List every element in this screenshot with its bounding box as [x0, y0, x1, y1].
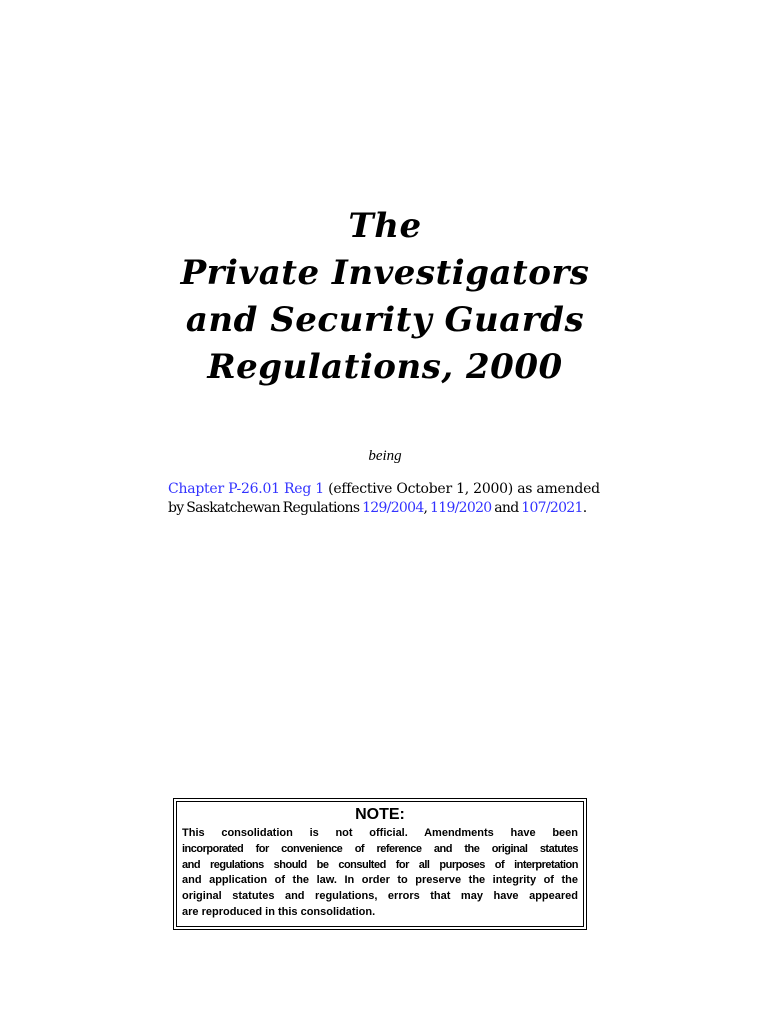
period-text: . — [582, 500, 587, 516]
note-line-1: This consolidation is not official. Amendments have been — [182, 827, 578, 839]
note-line-4: and application of the law. In order to preserve the integrity of the — [182, 874, 578, 887]
document-title — [0, 203, 770, 391]
note-body — [182, 826, 578, 921]
note-line-3: and regulations should be consulted for all purposes of interpretation — [182, 858, 578, 871]
citation-row-2 — [168, 499, 608, 518]
chapter-link[interactable]: Chapter P-26.01 Reg 1 — [168, 481, 324, 497]
citation-row-1 — [168, 480, 608, 499]
note-line-5: original statutes and regulations, errors that may have appeared — [182, 890, 578, 903]
title-line-2: Private Investigators — [180, 253, 590, 293]
and-text: and — [491, 500, 522, 516]
separator-text: , — [423, 500, 431, 516]
citation-paragraph — [168, 480, 608, 518]
regulation-link-107-2021[interactable]: 107/2021 — [521, 500, 583, 516]
note-heading: NOTE: — [355, 806, 405, 823]
title-line-4: Regulations, 2000 — [207, 347, 563, 387]
effective-text: (effective October 1, 2000) as amended — [323, 481, 600, 497]
title-line-1: The — [348, 206, 422, 246]
note-box — [173, 798, 587, 930]
note-line-2: incorporated for convenience of reference and the original statutes — [182, 842, 578, 855]
regulation-link-129-2004[interactable]: 129/2004 — [362, 500, 424, 516]
being-label: being — [368, 448, 402, 464]
title-line-3: and Security Guards — [185, 300, 585, 340]
regulation-link-119-2020[interactable]: 119/2020 — [430, 500, 492, 516]
note-line-6: are reproduced in this consolidation. — [182, 905, 376, 918]
by-regulations-text: by Saskatchewan Regulations — [168, 500, 363, 516]
